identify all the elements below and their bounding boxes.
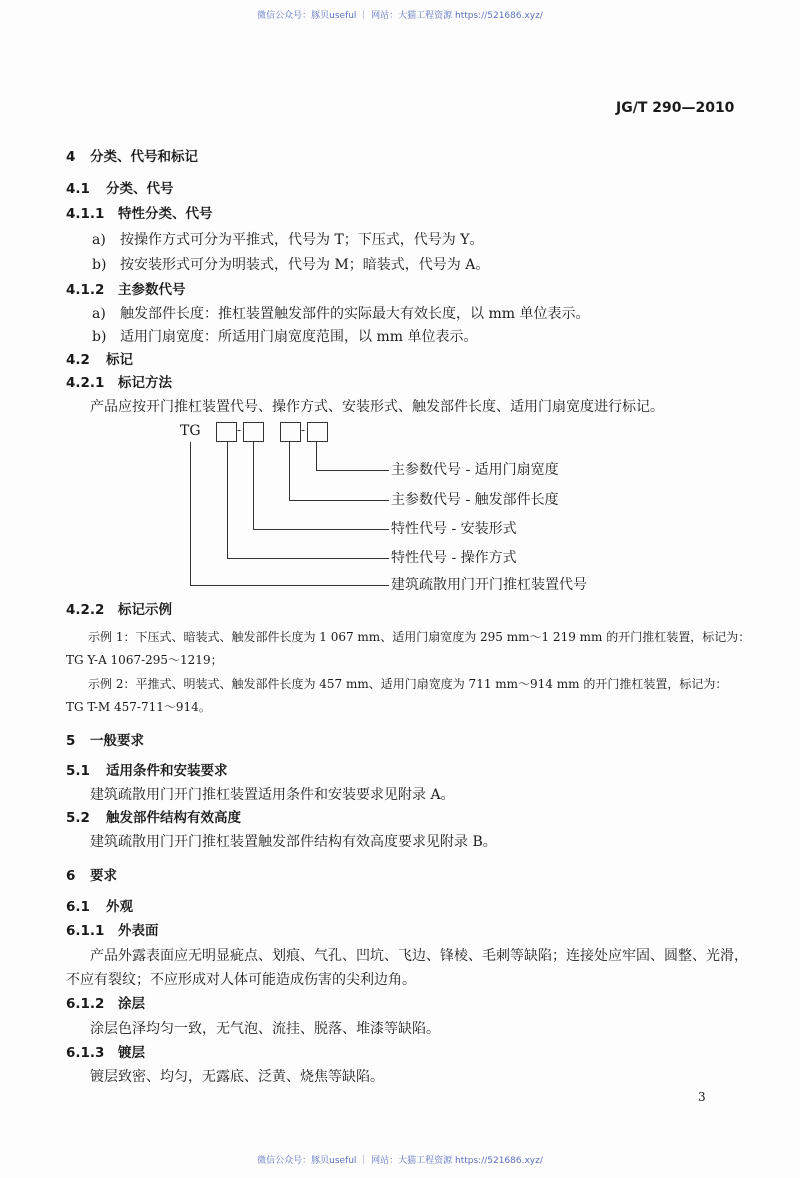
diagram-dash: - [237,423,242,437]
example-2: 示例 2：平推式、明装式、触发部件长度为 457 mm、适用门扇宽度为 711 mm～914 mm 的开门推杠装置，标记为： [88,677,728,691]
section-5-2-text: 建筑疏散用门开门推杠装置触发部件结构有效高度要求见附录 B。 [90,834,497,850]
section-4-2-2-num: 4.2.2 [66,602,105,618]
section-6-title: 要求 [90,868,117,884]
section-6-1-1-title: 外表面 [118,923,159,939]
marking-method-text: 产品应按开门推杠装置代号、操作方式、安装形式、触发部件长度、适用门扇宽度进行标记。 [90,399,664,415]
example-1-code: TG Y-A 1067-295～1219； [66,653,223,667]
section-5-num: 5 [66,733,76,749]
code-box-4 [307,422,328,442]
section-6-1-2-title: 涂层 [118,996,145,1012]
diagram-label: 建筑疏散用门开门推杠装置代号 [391,577,587,593]
diagram-label: 主参数代号 - 适用门扇宽度 [391,462,559,478]
section-4-1-2-num: 4.1.2 [66,282,105,298]
section-5-1-title: 适用条件和安装要求 [106,763,228,779]
section-5-2-num: 5.2 [66,810,90,826]
section-4-1-2-title: 主参数代号 [118,282,186,298]
section-6-num: 6 [66,868,76,884]
section-4-2-1-num: 4.2.1 [66,375,105,391]
diagram-label: 主参数代号 - 触发部件长度 [391,492,559,508]
code-box-1 [216,422,237,442]
diagram-label: 特性代号 - 安装形式 [391,521,517,537]
section-6-1-title: 外观 [106,899,133,915]
watermark-top: 微信公众号：豚贝useful ｜ 网站：大猫工程资源 https://521686.xyz/ [257,11,543,21]
diagram-label: 特性代号 - 操作方式 [391,550,517,566]
code-box-3 [280,422,301,442]
page-number: 3 [698,1090,706,1104]
item-a-label: a) [92,232,106,248]
item-b-text: 适用门扇宽度：所适用门扇宽度范围，以 mm 单位表示。 [120,329,478,345]
section-4-1-1-num: 4.1.1 [66,206,105,222]
section-4-1-title: 分类、代号 [106,181,174,197]
section-4-title: 分类、代号和标记 [90,149,198,165]
section-6-1-3-num: 6.1.3 [66,1045,105,1061]
item-b-label: b) [92,257,107,273]
section-4-2-num: 4.2 [66,352,90,368]
section-6-1-1-text: 产品外露表面应无明显疵点、划痕、气孔、凹坑、飞边、锋棱、毛刺等缺陷；连接处应牢固、圆整、光滑， [90,948,748,964]
code-box-2 [243,422,264,442]
section-5-1-text: 建筑疏散用门开门推杠装置适用条件和安装要求见附录 A。 [90,787,455,803]
example-2-code: TG T-M 457-711～914。 [66,700,211,714]
section-5-2-title: 触发部件结构有效高度 [106,810,241,826]
section-4-2-2-title: 标记示例 [118,602,172,618]
section-4-2-1-title: 标记方法 [118,375,172,391]
item-b-label: b) [92,329,107,345]
section-6-1-1-text-cont: 不应有裂纹；不应形成对人体可能造成伤害的尖利边角。 [66,972,416,988]
example-1: 示例 1：下压式、暗装式、触发部件长度为 1 067 mm、适用门扇宽度为 295 mm～1 219 mm 的开门推杠装置，标记为： [88,630,751,644]
diagram-dash: - [301,423,306,437]
section-5-title: 一般要求 [90,733,144,749]
watermark-bottom: 微信公众号：豚贝useful ｜ 网站：大猫工程资源 https://521686.xyz/ [257,1156,543,1166]
item-a-text: 按操作方式可分为平推式，代号为 T；下压式，代号为 Y。 [120,232,484,248]
section-6-1-2-text: 涂层色泽均匀一致，无气泡、流挂、脱落、堆漆等缺陷。 [90,1021,440,1037]
diagram-prefix: TG [180,423,201,439]
section-4-1-num: 4.1 [66,181,90,197]
item-b-text: 按安装形式可分为明装式，代号为 M；暗装式，代号为 A。 [120,257,490,273]
section-6-1-3-text: 镀层致密、均匀，无露底、泛黄、烧焦等缺陷。 [90,1069,384,1085]
section-4-2-title: 标记 [106,352,133,368]
section-6-1-2-num: 6.1.2 [66,996,105,1012]
header-code: JG/T 290—2010 [616,100,735,116]
section-4-num: 4 [66,149,76,165]
section-6-1-3-title: 镀层 [118,1045,145,1061]
section-4-1-1-title: 特性分类、代号 [118,206,213,222]
section-6-1-num: 6.1 [66,899,90,915]
item-a-label: a) [92,306,106,322]
item-a-text: 触发部件长度：推杠装置触发部件的实际最大有效长度，以 mm 单位表示。 [120,306,590,322]
section-5-1-num: 5.1 [66,763,90,779]
section-6-1-1-num: 6.1.1 [66,923,105,939]
